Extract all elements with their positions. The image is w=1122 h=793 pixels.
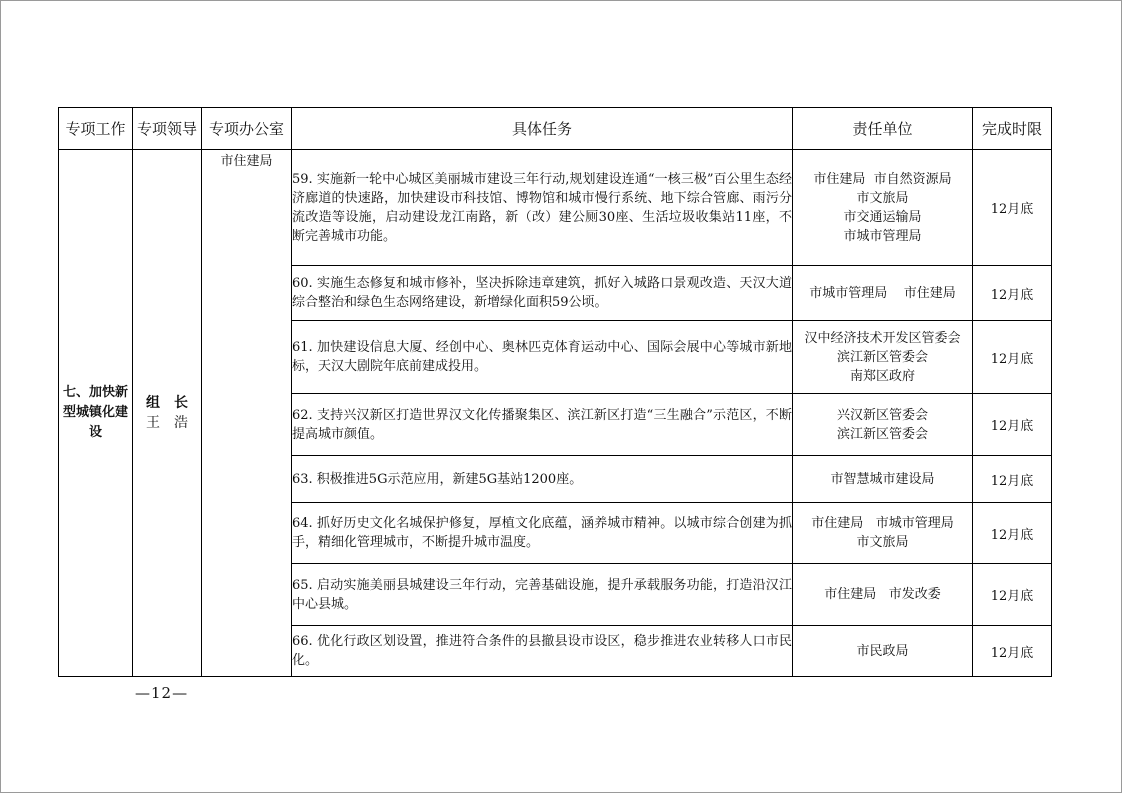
special-leader-cell: [133, 150, 202, 677]
leader-name: 王 浩: [146, 415, 188, 431]
task-cell: 65. 启动实施美丽县城建设三年行动，完善基础设施，提升承载服务功能，打造沿汉江中心县城。: [292, 564, 793, 626]
deadline-cell: 12月底: [973, 150, 1052, 266]
unit-cell: 市住建局 市城市管理局 市文旅局: [793, 503, 973, 564]
task-table: [58, 107, 1052, 677]
deadline-cell: 12月底: [973, 321, 1052, 394]
header-special-work: 专项工作: [59, 108, 133, 150]
task-cell: 59. 实施新一轮中心城区美丽城市建设三年行动,规划建设连通“一核三极”百公里生态经济廊道的快速路，加快建设市科技馆、博物馆和城市慢行系统、地下综合管廊、雨污分流改造等设施，启动建设龙江南路，新（改）建公厕30座、生活垃圾收集站11座，不断完善城市功能。: [292, 150, 793, 266]
task-cell: 64. 抓好历史文化名城保护修复，厚植文化底蕴，涵养城市精神。以城市综合创建为抓手，精细化管理城市，不断提升城市温度。: [292, 503, 793, 564]
unit-cell: 汉中经济技术开发区管委会 滨江新区管委会 南郑区政府: [793, 321, 973, 394]
deadline-cell: 12月底: [973, 626, 1052, 677]
special-office-cell: 市住建局: [202, 150, 292, 677]
header-specific-task: 具体任务: [292, 108, 793, 150]
task-cell: 63. 积极推进5G示范应用，新建5G基站1200座。: [292, 456, 793, 503]
unit-cell: 市智慧城市建设局: [793, 456, 973, 503]
unit-cell: 市住建局 市发改委: [793, 564, 973, 626]
task-cell: 61. 加快建设信息大厦、经创中心、奥林匹克体育运动中心、国际会展中心等城市新地标，天汉大剧院年底前建成投用。: [292, 321, 793, 394]
page-number: —12—: [135, 684, 189, 702]
deadline-cell: 12月底: [973, 266, 1052, 321]
task-cell: 60. 实施生态修复和城市修补，坚决拆除违章建筑，抓好入城路口景观改造、天汉大道综合整治和绿色生态网络建设，新增绿化面积59公顷。: [292, 266, 793, 321]
unit-cell: 市住建局 市自然资源局 市文旅局 市交通运输局 市城市管理局: [793, 150, 973, 266]
unit-cell: 市民政局: [793, 626, 973, 677]
deadline-cell: 12月底: [973, 456, 1052, 503]
leader-title: 组 长: [146, 395, 188, 411]
header-special-office: 专项办公室: [202, 108, 292, 150]
special-work-cell: 七、加快新型城镇化建设: [59, 150, 133, 677]
unit-cell: 市城市管理局 市住建局: [793, 266, 973, 321]
deadline-cell: 12月底: [973, 564, 1052, 626]
header-deadline: 完成时限: [973, 108, 1052, 150]
deadline-cell: 12月底: [973, 394, 1052, 456]
table-row: [59, 150, 1052, 266]
header-row: [59, 108, 1052, 150]
task-cell: 66. 优化行政区划设置，推进符合条件的县撤县设市设区，稳步推进农业转移人口市民化。: [292, 626, 793, 677]
unit-cell: 兴汉新区管委会 滨江新区管委会: [793, 394, 973, 456]
deadline-cell: 12月底: [973, 503, 1052, 564]
task-cell: 62. 支持兴汉新区打造世界汉文化传播聚集区、滨江新区打造“三生融合”示范区，不断提高城市颜值。: [292, 394, 793, 456]
header-responsible-unit: 责任单位: [793, 108, 973, 150]
header-special-leader: 专项领导: [133, 108, 202, 150]
